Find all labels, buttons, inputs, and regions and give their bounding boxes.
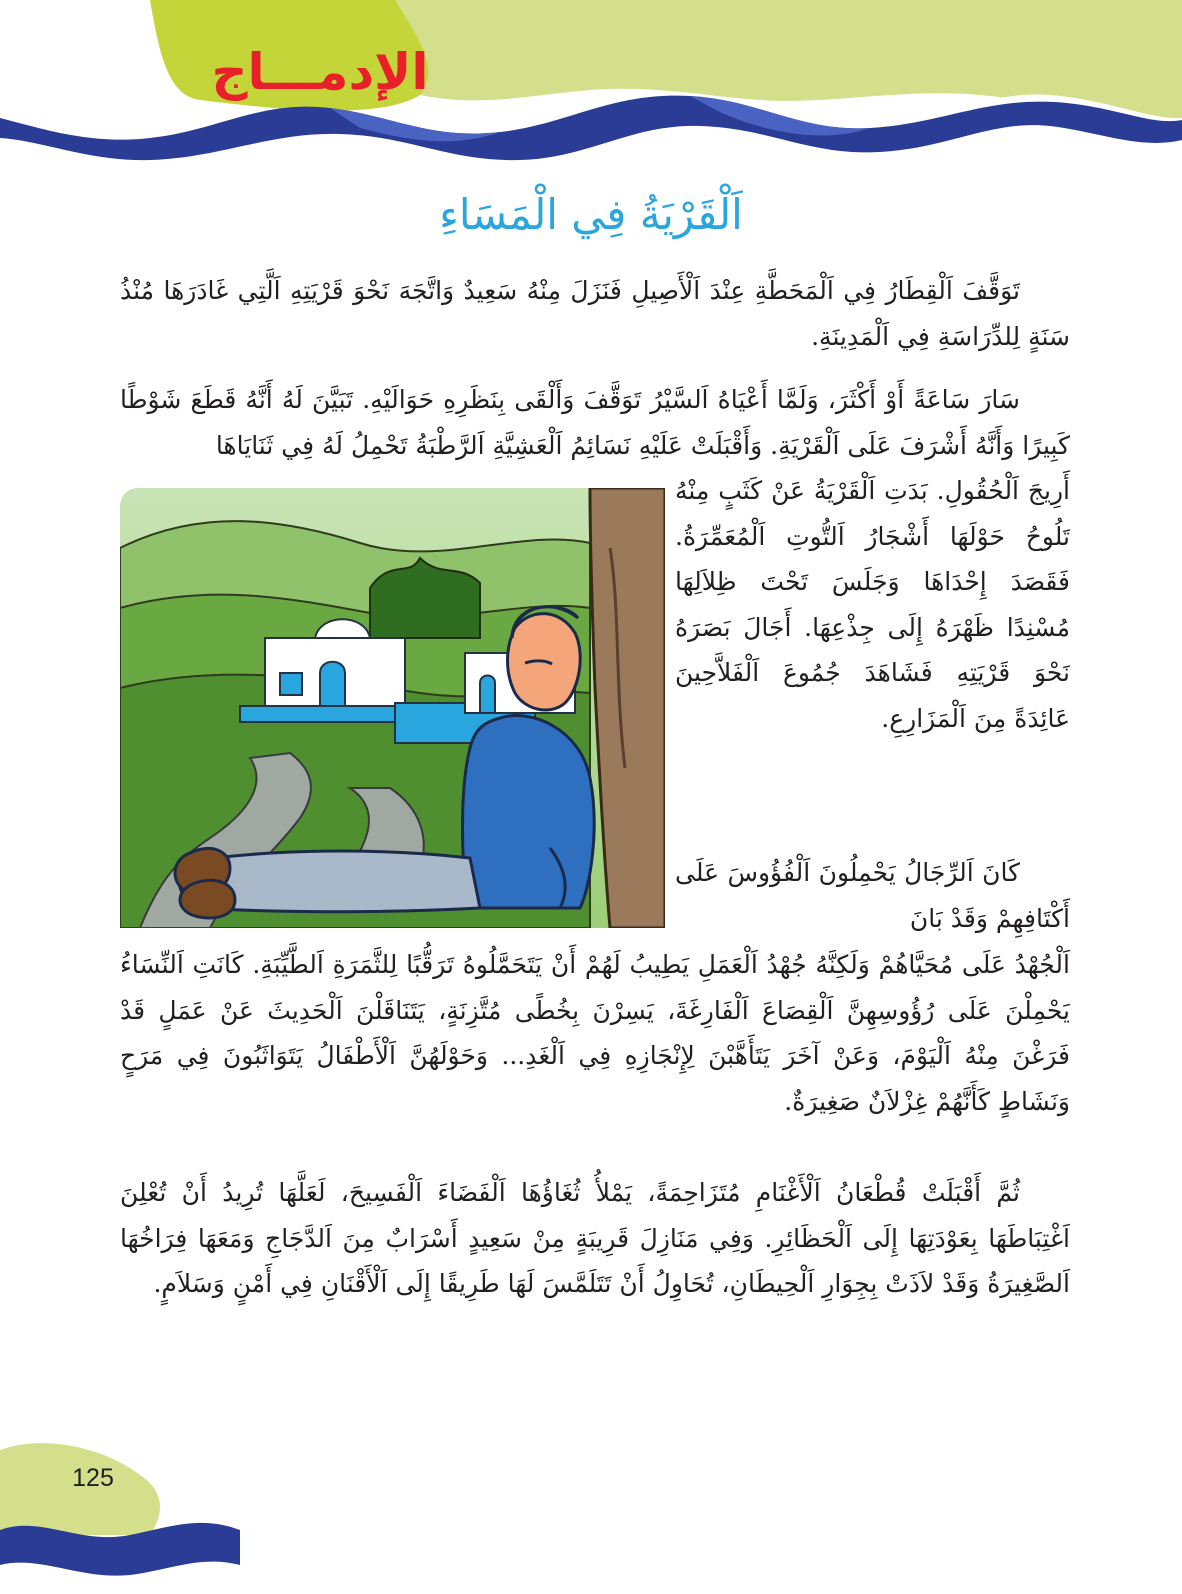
paragraph-1: تَوَقَّفَ اَلْقِطَارُ فِي اَلْمَحَطَّةِ عِنْدَ اَلْأَصِيلِ فَنَزَلَ مِنْهُ سَعِيدٌ وَاتَّجَهَ نَحْوَ قَرْيَتِهِ اَلَّتِي غَادَرَهَا مُنْذُ سَنَةٍ لِلدِّرَاسَةِ فِي اَلْمَدِينَةِ. (120, 276, 1070, 351)
paragraph-2-narrow: أَرِيجَ اَلْحُقُولِ. بَدَتِ اَلْقَرْيَةُ عَنْ كَثَبٍ مِنْهُ تَلُوحُ حَوْلَهَا أَشْجَارُ اَلتُّوتِ اَلْمُعَمِّرَةُ. فَقَصَدَ إِحْدَاهَا وَجَلَسَ تَحْتَ ظِلاَلِهَا مُسْنِدًا ظَهْرَهُ إِلَى جِذْعِهَا. أَجَالَ بَصَرَهُ نَحْوَ قَرْيَتِهِ فَشَاهَدَ جُمُوعَ اَلْفَلاَّحِينَ عَائِدَةً مِنَ اَلْمَزَارِعِ. (675, 476, 1070, 733)
header-wave-band (0, 0, 1182, 170)
page-number: 125 (72, 1464, 114, 1492)
paragraph-3-full: اَلْجُهْدُ عَلَى مُحَيَّاهُمْ وَلَكِنَّهُ جُهْدُ اَلْعَمَلِ يَطِيبُ لَهُمْ أَنْ يَتَحَمَّلُوهُ تَرَقُّبًا لِلثَّمَرَةِ اَلطَّيِّبَةِ. كَانَتِ اَلنِّسَاءُ يَحْمِلْنَ عَلَى رُؤُوسِهِنَّ اَلْقِصَاعَ اَلْفَارِغَةَ، يَسِرْنَ بِخُطًى مُتَّزِنَةٍ، يَتَنَاقَلْنَ اَلْحَدِيثَ عَنْ عَمَلٍ قَدْ فَرَغْنَ مِنْهُ اَلْيَوْمَ، وَعَنْ آخَرَ يَتَأَهَّبْنَ لِإِنْجَازِهِ فِي اَلْغَدِ... وَحَوْلَهُنَّ اَلْأَطْفَالُ يَتَوَاثَبُونَ فِي مَرَحٍ وَنَشَاطٍ كَأَنَّهُمْ غِزْلاَنٌ صَغِيرَةٌ. (120, 950, 1070, 1116)
paragraph-4: ثُمَّ أَقْبَلَتْ قُطْعَانُ اَلْأَغْنَامِ مُتَزَاحِمَةً، يَمْلأُ ثُغَاؤُهَا اَلْفَضَاءَ اَلْفَسِيحَ، لَعَلَّهَا تُرِيدُ أَنْ تُعْلِنَ اَغْتِبَاطَهَا بِعَوْدَتِهَا إِلَى اَلْحَظَائِرِ. وَفِي مَنَازِلَ قَرِيبَةٍ مِنْ سَعِيدٍ أَسْرَابٌ مِنَ اَلدَّجَاجِ وَمَعَهَا فِرَاخُهَا اَلصَّغِيرَةُ وَقَدْ لاَذَتْ بِجِوَارِ اَلْحِيطَانِ، تُحَاوِلُ أَنْ تَتَلَمَّسَ لَهَا طَرِيقًا إِلَى اَلْأَقْنَانِ فِي أَمْنٍ وَسَلاَمٍ. (120, 1178, 1070, 1298)
paragraph-3-narrow: كَانَ اَلرِّجَالُ يَحْمِلُونَ اَلْفُؤُوسَ عَلَى أَكْتَافِهِمْ وَقَدْ بَانَ (675, 858, 1070, 933)
village-illustration (120, 488, 665, 928)
paragraph-2-full: سَارَ سَاعَةً أَوْ أَكْثَرَ، وَلَمَّا أَعْيَاهُ اَلسَّيْرُ تَوَقَّفَ وَأَلْقَى بِنَظَرِهِ حَوَالَيْهِ. تَبَيَّنَ لَهُ أَنَّهُ قَطَعَ شَوْطًا كَبِيرًا وَأَنَّهُ أَشْرَفَ عَلَى اَلْقَرْيَةِ. وَأَقْبَلَتْ عَلَيْهِ نَسَائِمُ اَلْعَشِيَّةِ اَلرَّطْبَةُ تَحْمِلُ لَهُ فِي ثَنَايَاهَا (120, 385, 1070, 460)
story-title: اَلْقَرْيَةُ فِي الْمَسَاءِ (439, 190, 743, 239)
section-label: الإدمـــاج (211, 43, 429, 101)
